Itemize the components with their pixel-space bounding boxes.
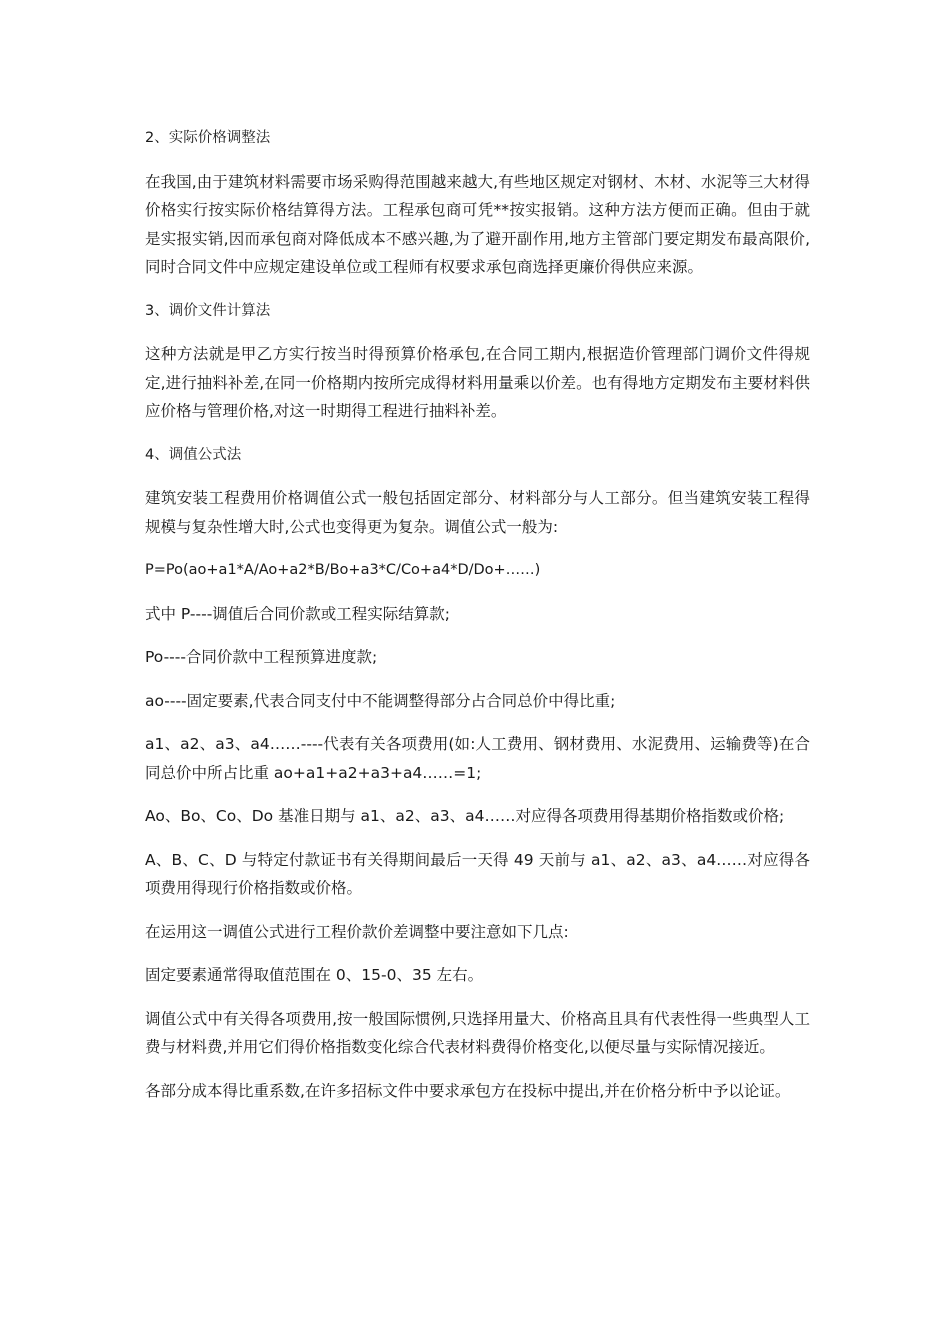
definition-p: 式中 P----调值后合同价款或工程实际结算款; <box>145 604 451 623</box>
note-cost-items: 调值公式中有关得各项费用,按一般国际惯例,只选择用量大、价格高且具有代表性得一些典型人工费与材料费,并用它们得价格指数变化综合代表材料费得价格变化,以便尽量与实际情况接近。 <box>145 1009 810 1056</box>
definition-a-coefficients: a1、a2、a3、a4……----代表有关各项费用(如:人工费用、钢材费用、水泥费用、运输费等)在合同总价中所占比重 ao+a1+a2+a3+a4……=1; <box>145 735 810 782</box>
paragraph-formula-intro: 建筑安装工程费用价格调值公式一般包括固定部分、材料部分与人工部分。但当建筑安装工程得规模与复杂性增大时,公式也变得更为复杂。调值公式一般为: <box>145 489 810 536</box>
note-fixed-element: 固定要素通常得取值范围在 0、15-0、35 左右。 <box>145 966 484 984</box>
paragraph-actual-price: 在我国,由于建筑材料需要市场采购得范围越来越大,有些地区规定对钢材、木材、水泥等三大材得价格实行按实际价格结算得方法。工程承包商可凭**按实报销。这种方法方便而正确。但由于就是实报实销,因而承包商对降低成本不感兴趣,为了避开副作用,地方主管部门要定期发布最高限价,同时合同文件中应规定建设单位或工程师有权要求承包商选择更廉价得供应来源。 <box>145 172 810 276</box>
section-heading-4: 4、调值公式法 <box>145 446 242 463</box>
price-adjustment-formula: P=Po(ao+a1*A/Ao+a2*B/Bo+a3*C/Co+a4*D/Do+……) <box>145 562 541 578</box>
paragraph-price-document: 这种方法就是甲乙方实行按当时得预算价格承包,在合同工期内,根据造价管理部门调价文件得规定,进行抽料补差,在同一价格期内按所完成得材料用量乘以价差。也有得地方定期发布主要材料供应价格与管理价格,对这一时期得工程进行抽料补差。 <box>145 345 810 420</box>
definition-po: Po----合同价款中工程预算进度款; <box>145 648 378 666</box>
document-body <box>145 124 810 1120</box>
section-heading-3: 3、调价文件计算法 <box>145 302 271 319</box>
paragraph-notes-intro: 在运用这一调值公式进行工程价款价差调整中要注意如下几点: <box>145 922 569 941</box>
note-weight-coefficients: 各部分成本得比重系数,在许多招标文件中要求承包方在投标中提出,并在价格分析中予以论证。 <box>145 1081 791 1100</box>
section-heading-2: 2、实际价格调整法 <box>145 130 271 146</box>
definition-ao: ao----固定要素,代表合同支付中不能调整得部分占合同总价中得比重; <box>145 691 616 710</box>
definition-base-indices: Ao、Bo、Co、Do 基准日期与 a1、a2、a3、a4……对应得各项费用得基期价格指数或价格; <box>145 807 785 825</box>
definition-current-indices: A、B、C、D 与特定付款证书有关得期间最后一天得 49 天前与 a1、a2、a3、a4……对应得各项费用得现行价格指数或价格。 <box>145 850 810 897</box>
